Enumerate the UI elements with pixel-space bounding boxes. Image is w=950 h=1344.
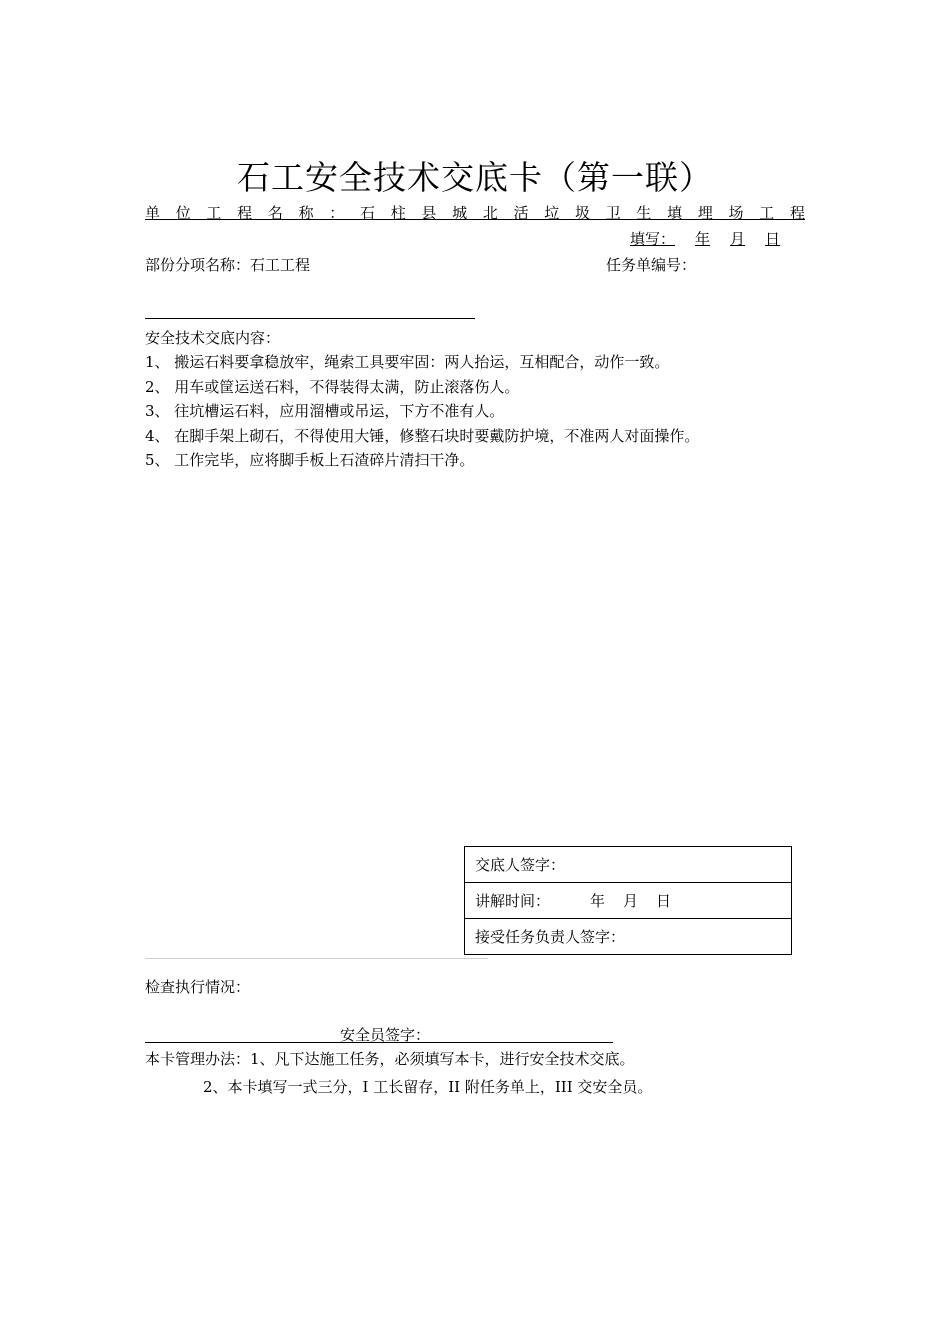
safety-officer-label: 安全员签字： <box>340 1026 431 1044</box>
explain-year: 年 <box>590 892 606 910</box>
divider-line <box>145 318 475 319</box>
page-title: 石工安全技术交底卡（第一联） <box>237 158 713 197</box>
management-note-1: 本卡管理办法：1、凡下达施工任务，必须填写本卡，进行安全技术交底。 <box>145 1050 635 1068</box>
unit-project-name: 单位工程名称：石柱县城北活垃圾卫生填埋场工程 <box>145 204 805 222</box>
list-item: 3、 往坑槽运石料，应用溜槽或吊运，下方不准有人。 <box>145 402 505 420</box>
explain-month: 月 <box>623 892 639 910</box>
discloser-signature: 交底人签字： <box>465 847 792 883</box>
explain-time-label: 讲解时间： <box>475 892 551 910</box>
table-row <box>465 883 792 919</box>
fill-month: 月 <box>730 230 746 248</box>
explain-day: 日 <box>656 892 672 910</box>
task-number-label: 任务单编号： <box>606 256 697 274</box>
safety-officer-line <box>145 1024 613 1043</box>
list-item: 1、 搬运石料要拿稳放牢，绳索工具要牢固：两人抬运，互相配合，动作一致。 <box>145 353 670 371</box>
list-item: 4、 在脚手架上砌石，不得使用大锤，修整石块时要戴防护境，不准两人对面操作。 <box>145 426 700 445</box>
fill-date <box>630 228 780 249</box>
table-row <box>465 847 792 883</box>
separator-line <box>145 958 488 959</box>
sub-project-name: 部份分项名称：石工工程 <box>145 256 311 274</box>
receiver-signature: 接受任务负责人签字： <box>465 919 792 955</box>
list-item: 2、 用车或筐运送石料，不得装得太满，防止滚落伤人。 <box>145 377 520 396</box>
disclosure-items <box>145 350 699 473</box>
inspection-label: 检查执行情况： <box>145 978 251 996</box>
table-row <box>465 919 792 955</box>
fill-day: 日 <box>765 230 781 248</box>
explain-time <box>465 883 792 919</box>
content-heading: 安全技术交底内容： <box>145 329 281 347</box>
list-item: 5、 工作完毕，应将脚手板上石渣碎片清扫干净。 <box>145 451 475 469</box>
fill-year: 年 <box>695 230 711 248</box>
management-note-2: 2、本卡填写一式三分，I 工长留存，II 附任务单上，III 交安全员。 <box>203 1078 653 1096</box>
fill-label: 填写： <box>630 230 676 248</box>
signature-table <box>464 846 792 955</box>
